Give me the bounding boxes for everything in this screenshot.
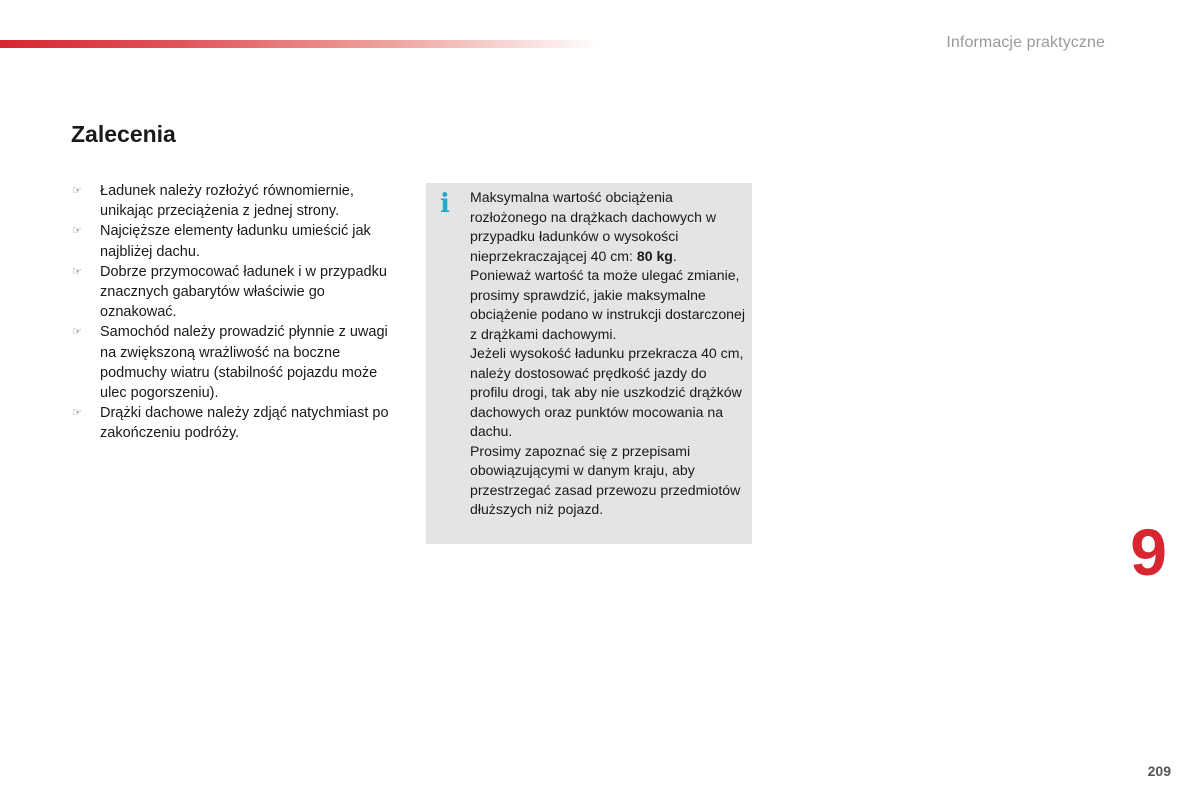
info-text-span: . <box>672 247 677 264</box>
list-item <box>70 181 400 221</box>
list-item-text: Najcięższe elementy ładunku umieścić jak najbliżej dachu. <box>100 223 371 260</box>
max-load-value: 80 kg <box>636 247 673 264</box>
info-paragraph: Prosimy zapoznać się z przepisami obowiązującymi w danym kraju, aby przestrzegać zasad przewozu przedmiotów dłuższych niż pojazd. <box>470 442 741 517</box>
section-title: Informacje praktyczne <box>946 34 1105 51</box>
list-item-text: Drążki dachowe należy zdjąć natychmiast po zakończeniu podróży. <box>100 405 389 442</box>
list-item-text: Dobrze przymocować ładunek i w przypadku znacznych gabarytów właściwie go oznakować. <box>100 263 387 321</box>
info-box <box>426 183 752 544</box>
list-item <box>70 403 400 443</box>
pointing-hand-icon: ☞ <box>72 326 82 339</box>
pointing-hand-icon: ☞ <box>72 225 82 238</box>
page-title: Zalecenia <box>71 121 176 147</box>
header-accent-bar <box>0 40 600 48</box>
list-item-text: Ładunek należy rozłożyć równomiernie, unikając przeciążenia z jednej strony. <box>100 183 354 220</box>
pointing-hand-icon: ☞ <box>72 407 82 420</box>
info-paragraph: Jeżeli wysokość ładunku przekracza 40 cm, należy dostosować prędkość jazdy do profilu drogi, tak aby nie uszkodzić drążków dachowych oraz punktów mocowania na dachu. <box>470 345 744 439</box>
info-icon: i <box>440 189 450 219</box>
list-item <box>70 322 400 403</box>
info-paragraph: Ponieważ wartość ta może ulegać zmianie, prosimy sprawdzić, jakie maksymalne obciążenie podano w instrukcji dostarczonej z drążkami dachowymi. <box>470 267 745 342</box>
chapter-number: 9 <box>1130 515 1167 589</box>
list-item <box>70 262 400 323</box>
recommendations-list <box>70 181 400 444</box>
pointing-hand-icon: ☞ <box>72 185 82 197</box>
pointing-hand-icon: ☞ <box>72 265 82 278</box>
list-item <box>70 221 400 261</box>
page-number: 209 <box>1147 763 1171 779</box>
info-text-span: Maksymalna wartość obciążenia rozłożonego na drążkach dachowych w przypadku ładunków o wysokości nieprzekraczającej 40 cm: <box>470 189 717 264</box>
info-text <box>470 188 746 520</box>
list-item-text: Samochód należy prowadzić płynnie z uwagi na zwiększoną wrażliwość na boczne podmuchy wiatru (stabilność pojazdu może ulec pogorszeniu). <box>100 324 388 402</box>
info-paragraph <box>470 188 746 266</box>
